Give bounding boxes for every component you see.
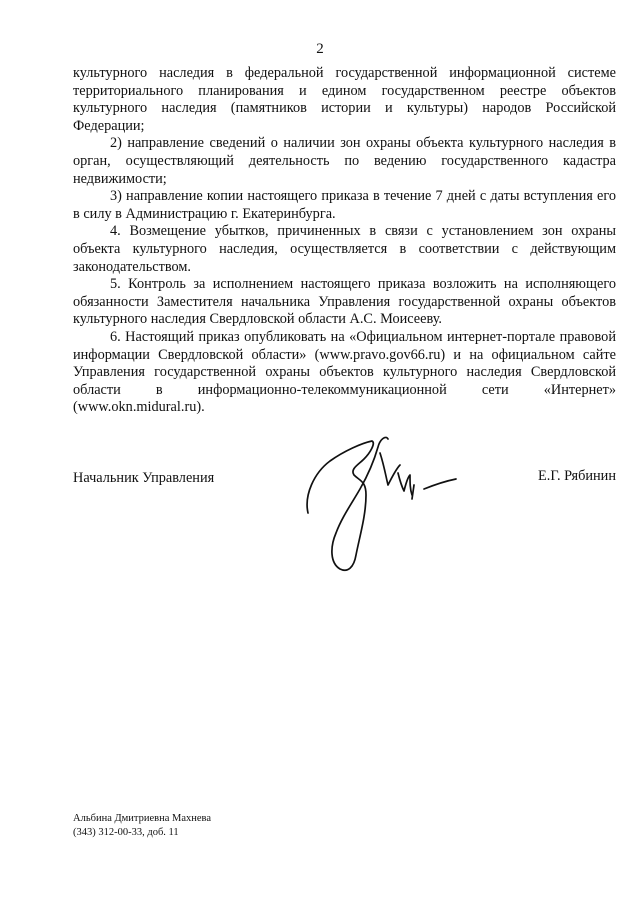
page-number: 2 bbox=[316, 41, 324, 57]
executor-info bbox=[73, 812, 211, 839]
signer-title: Начальник Управления bbox=[73, 470, 215, 486]
executor-name: Альбина Дмитриевна Махнева bbox=[73, 813, 212, 824]
paragraph-item-6: 6. Настоящий приказ опубликовать на «Официальном интернет-портале правовой информации Свердловской области» (www.pravo.gov66.ru) и на официальном сайте Управления государственной охраны объектов культурного наследия Свердловской области в информационно-телекоммуникационной сети «Интернет» (www.okn.midural.ru). bbox=[73, 328, 616, 416]
paragraph-item-5: 5. Контроль за исполнением настоящего приказа возложить на исполняющего обязанности Заместителя начальника Управления государственной охраны объектов культурного наследия Свердловской области А.С. Моисееву. bbox=[73, 276, 616, 328]
paragraph-continuation: культурного наследия в федеральной государственной информационной системе территориального планирования и едином государственном реестре объектов культурного наследия (памятников истории и культуры) народов Российской Федерации; bbox=[73, 65, 616, 134]
paragraph-item-3: 3) направление копии настоящего приказа в течение 7 дней с даты вступления его в силу в Администрацию г. Екатеринбурга. bbox=[73, 188, 616, 222]
paragraph-item-2: 2) направление сведений о наличии зон охраны объекта культурного наследия в орган, осуществляющий деятельность по ведению государственного кадастра недвижимости; bbox=[73, 135, 616, 187]
executor-phone: (343) 312-00-33, доб. 11 bbox=[73, 826, 179, 838]
paragraph-item-4: 4. Возмещение убытков, причиненных в связи с установлением зон охраны объекта культурного наследия, осуществляется в соответствии с действующим законодательством. bbox=[73, 223, 616, 275]
signer-name: Е.Г. Рябинин bbox=[538, 468, 616, 484]
document-body bbox=[73, 65, 616, 417]
handwritten-signature bbox=[300, 425, 460, 575]
